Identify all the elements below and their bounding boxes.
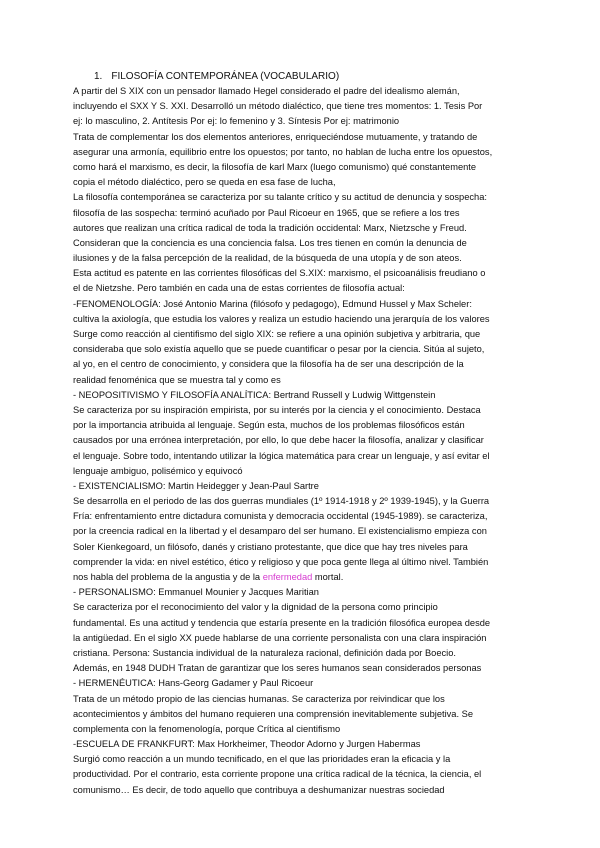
text-line: Esta actitud es patente en las corrientes filosóficas del S.XIX: marxismo, el psicoanálisis freudiano o <box>73 268 486 279</box>
text-line: Consideran que la conciencia es una conciencia falsa. Los tres tienen en común la denuncia de <box>73 237 467 248</box>
section-heading-hermeneutica: - HERMENÉUTICA: Hans-Georg Gadamer y Paul Ricoeur <box>73 678 314 689</box>
text-line: realidad fenoménica que se muestra tal y como es <box>73 374 281 385</box>
section-heading-frankfurt: -ESCUELA DE FRANKFURT: Max Horkheimer, Theodor Adorno y Jurgen Habermas <box>73 739 421 750</box>
text-line: Surge como reacción al cientifismo del siglo XIX: se refiere a una opinión subjetiva y arbitraria, que <box>73 329 481 339</box>
text-line: comunismo… Es decir, de todo aquello que contribuya a deshumanizar nuestras sociedad <box>73 784 445 795</box>
section-heading-existencialismo: - EXISTENCIALISMO: Martin Heidegger y Jean-Paul Sartre <box>73 480 319 491</box>
text-line: Además, en 1948 DUDH Tratan de garantizar que los seres humanos sean considerados personas <box>73 663 482 674</box>
section-heading-fenomenologia: -FENOMENOLOGÍA: José Antonio Marina (filósofo y pedagogo), Edmund Hussel y Max Scheler: <box>73 298 472 309</box>
text-line: asegurar una armonía, equilibrio entre los opuestos; por tanto, no hablan de lucha entre los opuestos, <box>73 146 493 157</box>
text-line: ilusiones y de la falsa percepción de la realidad, de la búsqueda de una utopía y de son ateos. <box>73 253 462 264</box>
line-prefix: nos habla del problema de la angustia y de la <box>73 572 263 582</box>
text-line: cultiva la axiología, que estudia los valores y realiza un estudio haciendo una jerarquía de los valores <box>73 313 490 324</box>
text-line: Trata de un método propio de las ciencias humanas. Se caracteriza por reivindicar que los <box>73 693 445 704</box>
title-number: 1. <box>94 71 103 82</box>
text-line: como hará el marxismo, es decir, la filosofía de karl Marx (luego comunismo) qué constantemente <box>73 161 477 172</box>
text-line: A partir del S XIX con un pensador llamado Hegel considerado el padre del idealismo alemán, <box>73 86 460 96</box>
text-line: Fría: enfrentamiento entre dictadura comunista y democracia occidental (1945-1989). se caracteriza, <box>73 511 488 522</box>
title-text: FILOSOFÍA CONTEMPORÁNEA (VOCABULARIO) <box>111 71 340 82</box>
text-line: autores que realizan una crítica radical de toda la tradición occidental: Marx, Nietzsche y Freud. <box>73 222 467 233</box>
text-line: Se caracteriza por su inspiración empirista, por su interés por la ciencia y el conocimiento. Destaca <box>73 404 481 415</box>
text-line: consideraba que solo existía aquello que se puede cuantificar o pesar por la ciencia. Sitúa al sujeto, <box>73 344 485 355</box>
text-line: La filosofía contemporánea se caracteriza por su talante crítico y su actitud de denuncia y sospecha: <box>73 192 487 203</box>
text-line: cristiana. Persona: Sustancia individual de la naturaleza racional, definición dada por Boecio. <box>73 647 456 658</box>
text-line-highlighted <box>73 570 533 585</box>
text-line: por la importancia atribuida al lenguaje. Según esta, muchos de los problemas filosóficos están <box>73 420 465 431</box>
text-line: ej: lo masculino, 2. Antítesis Por ej: lo femenino y 3. Síntesis Por ej: matrimonio <box>73 116 400 127</box>
text-line: Soler Kienkegoard, un filósofo, danés y cristiano protestante, que dice que hay tres niveles para <box>73 541 468 552</box>
text-line: filosofía de las sospecha: terminó acuñado por Paul Ricoeur en 1965, que se refiere a los tres <box>73 207 460 218</box>
text-line: complementa con la fenomenología, porque Crítica al cientifismo <box>73 723 341 734</box>
text-line: productividad. Por el contrario, esta corriente propone una crítica radical de la técnica, la ciencia, el <box>73 769 482 780</box>
text-line: fundamental. Es una actitud y tendencia que estaría presente en la tradición filosófica europea desde <box>73 617 491 628</box>
text-line: Se caracteriza por el reconocimiento del valor y la dignidad de la persona como principio <box>73 602 438 613</box>
line-suffix: mortal. <box>312 572 344 582</box>
text-line: Trata de complementar los dos elementos anteriores, enriqueciéndose mutuamente, y tratando de <box>73 131 478 142</box>
text-line: el lenguaje. Sobre todo, intentando utilizar la lógica matemática para crear un lenguaje, y así evitar el <box>73 450 490 461</box>
text-line: copia el método dialéctico, pero se queda en esa fase de lucha, <box>73 177 336 188</box>
text-line: acontecimientos y ámbitos del humano requieren una comprensión inevitablemente subjetiva. Se <box>73 708 473 719</box>
text-line: causados por una errónea interpretación, por ello, lo que debe hacer la filosofía, analizar y clasificar <box>73 435 484 446</box>
text-line: Surgió como reacción a un mundo tecnificado, en el que las prioridades eran la eficacia y la <box>73 754 451 765</box>
highlighted-word: enfermedad <box>262 572 313 582</box>
text-line: Se desarrolla en el periodo de las dos guerras mundiales (1º 1914-1918 y 2º 1939-1945), y la Guerra <box>73 496 490 507</box>
section-heading-neopositivismo: - NEOPOSITIVISMO Y FILOSOFÍA ANALÍTICA: Bertrand Russell y Ludwig Wittgenstein <box>73 389 436 400</box>
text-line: al yo, en el centro de conocimiento, y considera que la filosofía ha de ser una descripción de la <box>73 359 464 370</box>
text-line: por la creencia radical en la libertad y el desamparo del ser humano. El existencialismo empieza con <box>73 526 487 537</box>
text-line: incluyendo el SXX Y S. XXI. Desarrolló un método dialéctico, que tiene tres momentos: 1. Tesis Por <box>73 101 483 112</box>
section-heading-personalismo: - PERSONALISMO: Emmanuel Mounier y Jacques Maritian <box>73 587 319 598</box>
document-body <box>73 84 533 798</box>
text-line: comprender la vida: en nivel estético, ético y religioso y que poca gente llega al último nivel. También <box>73 556 489 567</box>
document-title <box>94 70 339 84</box>
text-line: el de Nietzshe. Pero también en cada una de estas corrientes de filosofía actual: <box>73 283 405 294</box>
text-line: la antigüedad. En el siglo XX puede hablarse de una corriente personalista con una clara inspiración <box>73 632 487 643</box>
text-line: lenguaje ambiguo, polisémico y equivocó <box>73 465 243 476</box>
